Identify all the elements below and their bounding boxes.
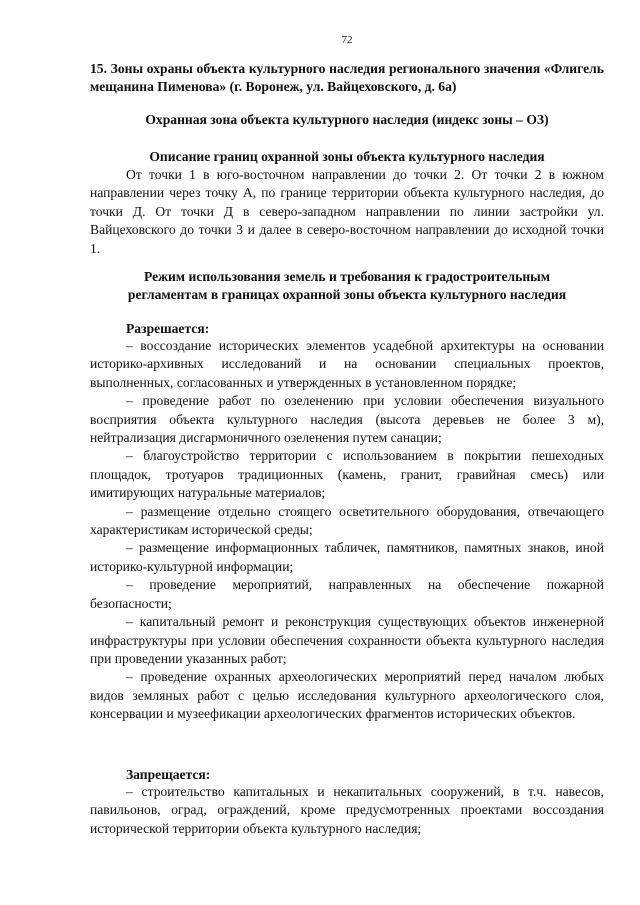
list-item: – благоустройство территории с использованием в покрытии пешеходных площадок, тротуаров традиционных (камень, гранит, гравийная смесь) или имитирующих натуральные материалов;: [90, 448, 604, 501]
regime-heading: [90, 268, 604, 305]
list-item: – строительство капитальных и некапитальных сооружений, в т.ч. навесов, павильонов, оград, ограждений, кроме предусмотренных проектами воссоздания исторической территории объекта культурного наследия;: [90, 784, 604, 836]
allowed-heading: Разрешается:: [126, 321, 210, 336]
list-item: – размещение отдельно стоящего осветительного оборудования, отвечающего характеристикам исторической среды;: [90, 503, 604, 538]
list-item: – проведение мероприятий, направленных на обеспечение пожарной безопасности;: [90, 577, 604, 611]
boundaries-text: От точки 1 в юго-восточном направлении до точки 2. От точки 2 в южном направлении через точку А, по границе территории объекта культурного наследия, до точки Д. От точки Д в северо-западном направлении по линии застройки ул. Вайцеховского до точки 3 и далее в северо-восточном направлении до исходной точки 1.: [90, 167, 604, 256]
prohibited-heading: Запрещается:: [126, 767, 211, 782]
boundaries-heading: Описание границ охранной зоны объекта культурного наследия: [149, 149, 545, 164]
list-item: – воссоздание исторических элементов усадебной архитектуры на основании историко-архивных исследований и на основании специальных проектов, выполненных, согласованных и утвержденных в установленном порядке;: [90, 338, 604, 390]
regime-heading-line1: Режим использования земель и требования к градостроительным: [143, 269, 551, 284]
section-title: 15. Зоны охраны объекта культурного наследия регионального значения «Флигель мещанина Пименова» (г. Воронеж, ул. Вайцеховского, д. 6а): [90, 61, 604, 94]
zone-title: Охранная зона объекта культурного наследия (индекс зоны – ОЗ): [145, 112, 549, 127]
list-item: – проведение охранных археологических мероприятий перед началом любых видов земляных работ с целью исследования культурного археологического слоя, консервации и музеефикации археологических фрагментов исторических объектов.: [90, 669, 604, 722]
list-item: – размещение информационных табличек, памятников, памятных знаков, иной историко-культурной информации;: [90, 540, 604, 574]
list-item: – капитальный ремонт и реконструкция существующих объектов инженерной инфраструктуры при условии обеспечения сохранности объекта культурного наследия при проведении указанных работ;: [90, 614, 604, 666]
regime-heading-line2: регламентам в границах охранной зоны объекта культурного наследия: [127, 287, 567, 303]
allowed-list: [90, 337, 604, 724]
page-number: 72: [341, 34, 353, 46]
prohibited-list: [90, 783, 604, 838]
list-item: – проведение работ по озеленению при условии обеспечения визуального восприятия объекта культурного наследия (высота деревьев не более 3 м), нейтрализация дисгармоничного озеленения путем санации;: [90, 393, 604, 446]
